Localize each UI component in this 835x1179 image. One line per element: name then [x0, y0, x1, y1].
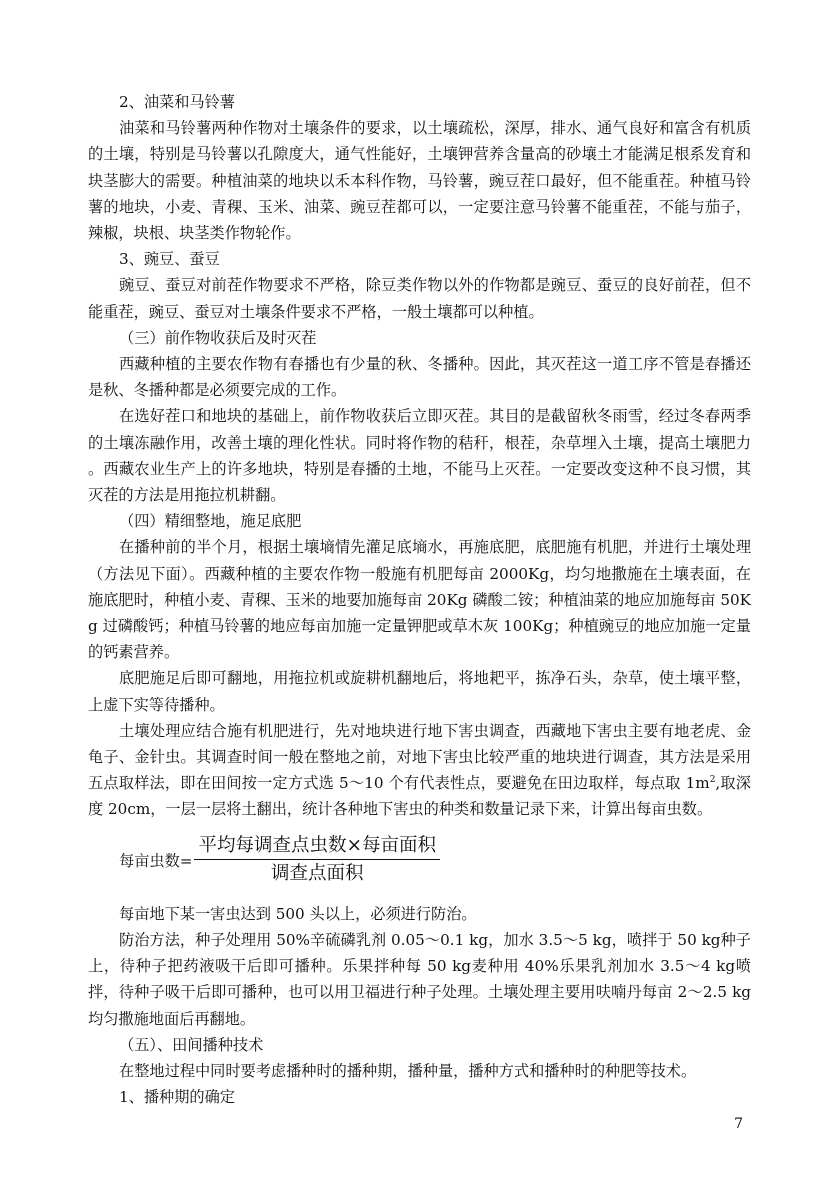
section-heading: 3、豌豆、蚕豆	[119, 250, 220, 269]
section-heading: 2、油菜和马铃薯	[119, 93, 235, 111]
body-paragraph: 西藏种植的主要农作物有春播也有少量的秋、冬播种。因此，其灭茬这一道工序不管是春播还是秋、冬播种都是必须要完成的工作。	[88, 355, 751, 400]
page-content	[88, 89, 751, 1110]
body-paragraph: 每亩地下某一害虫达到 500 头以上，必须进行防治。	[119, 904, 477, 923]
section-heading: 1、播种期的确定	[119, 1088, 235, 1107]
survey-text-part1: 土壤处理应结合施有机肥进行，先对地块进行地下害虫调查，西藏地下害虫主要有地老虎、金龟子、金针虫。其调查时间一般在整地之前，对地下害虫比较严重的地块进行调查，其方法是采用五点取样法，即在田间按一定方式选 5～10 个有代表性点，要避免在田边取样，每点取 1m	[88, 721, 751, 793]
formula-numerator: 平均每调查点虫数×每亩面积	[198, 835, 436, 857]
formula-denominator: 调查点面积	[270, 863, 364, 885]
section-heading: （五）、田间播种技术	[119, 1035, 264, 1054]
body-paragraph: 防治方法，种子处理用 50%辛硫磷乳剂 0.05～0.1 kg，加水 3.5～5 kg，喷拌于 50 kg种子上，待种子把药液吸干后即可播种。乐果拌种每 50 kg麦种用 40%乐果乳剂加水 3.5～4 kg喷拌，待种子吸干后即可播种，也可以用卫福进行种子处理。土壤处理主要用呋喃丹每亩 2～2.5 kg均匀撒施地面后再翻地。	[88, 930, 751, 1028]
survey-text-part2: ,取深度 20cm，一层一层将土翻出，统计各种地下害虫的种类和数量记录下来，计算出每亩虫数。	[88, 774, 751, 819]
body-paragraph: 油菜和马铃薯两种作物对土壤条件的要求，以土壤疏松，深厚，排水、通气良好和富含有机质的土壤，特别是马铃薯以孔隙度大，通气性能好，土壤钾营养含量高的砂壤土才能满足根系发育和块茎膨大的需要。种植油菜的地块以禾本科作物，马铃薯，豌豆茬口最好，但不能重茬。种植马铃薯的地块，小麦、青稞、玉米、油菜、豌豆茬都可以，一定要注意马铃薯不能重茬，不能与茄子，辣椒，块根、块茎类作物轮作。	[88, 119, 751, 243]
text-block-top	[88, 89, 751, 718]
body-paragraph: 在播种前的半个月，根据土壤墒情先灌足底墒水，再施底肥，底肥施有机肥，并进行土壤处理（方法见下面）。西藏种植的主要农作物一般施有机肥每亩 2000Kg，均匀地撒施在土壤表面，在施底肥时，种植小麦、青稞、玉米的地要加施每亩 20Kg 磷酸二铵；种植油菜的地应加施每亩 50Kg 过磷酸钙；种植马铃薯的地应每亩加施一定量钾肥或草木灰 100Kg；种植豌豆的地应加施一定量的钙素营养。	[88, 538, 751, 662]
pest-count-formula	[119, 831, 751, 891]
body-paragraph: 在整地过程中同时要考虑播种时的播种期，播种量，播种方式和播种时的种肥等技术。	[119, 1061, 697, 1080]
section-heading: （四）精细整地，施足底肥	[119, 512, 302, 531]
formula-lhs: 每亩虫数=	[119, 851, 193, 870]
body-paragraph: 底肥施足后即可翻地，用拖拉机或旋耕机翻地后，将地耙平，拣净石头，杂草，使土壤平整，上虚下实等待播种。	[88, 669, 751, 714]
paragraph-pest-survey	[88, 718, 751, 823]
section-heading: （三）前作物收获后及时灭茬	[119, 328, 317, 347]
page-number: 7	[734, 1116, 743, 1132]
formula-fraction	[194, 833, 440, 888]
superscript-square: 2	[709, 775, 716, 786]
body-paragraph: 在选好茬口和地块的基础上，前作物收获后立即灭茬。其目的是截留秋冬雨雪，经过冬春两季的土壤冻融作用，改善土壤的理化性状。同时将作物的秸秆，根茬，杂草埋入土壤，提高土壤肥力 。西藏农业生产上的许多地块，特别是春播的土地，不能马上灭茬。一定要改变这种不良习惯，其灭茬的方法是用拖拉机耕翻。	[88, 407, 751, 505]
text-block-bottom	[88, 901, 751, 1111]
body-paragraph: 豌豆、蚕豆对前茬作物要求不严格，除豆类作物以外的作物都是豌豆、蚕豆的良好前茬，但不能重茬，豌豆、蚕豆对土壤条件要求不严格，一般土壤都可以种植。	[88, 276, 751, 321]
